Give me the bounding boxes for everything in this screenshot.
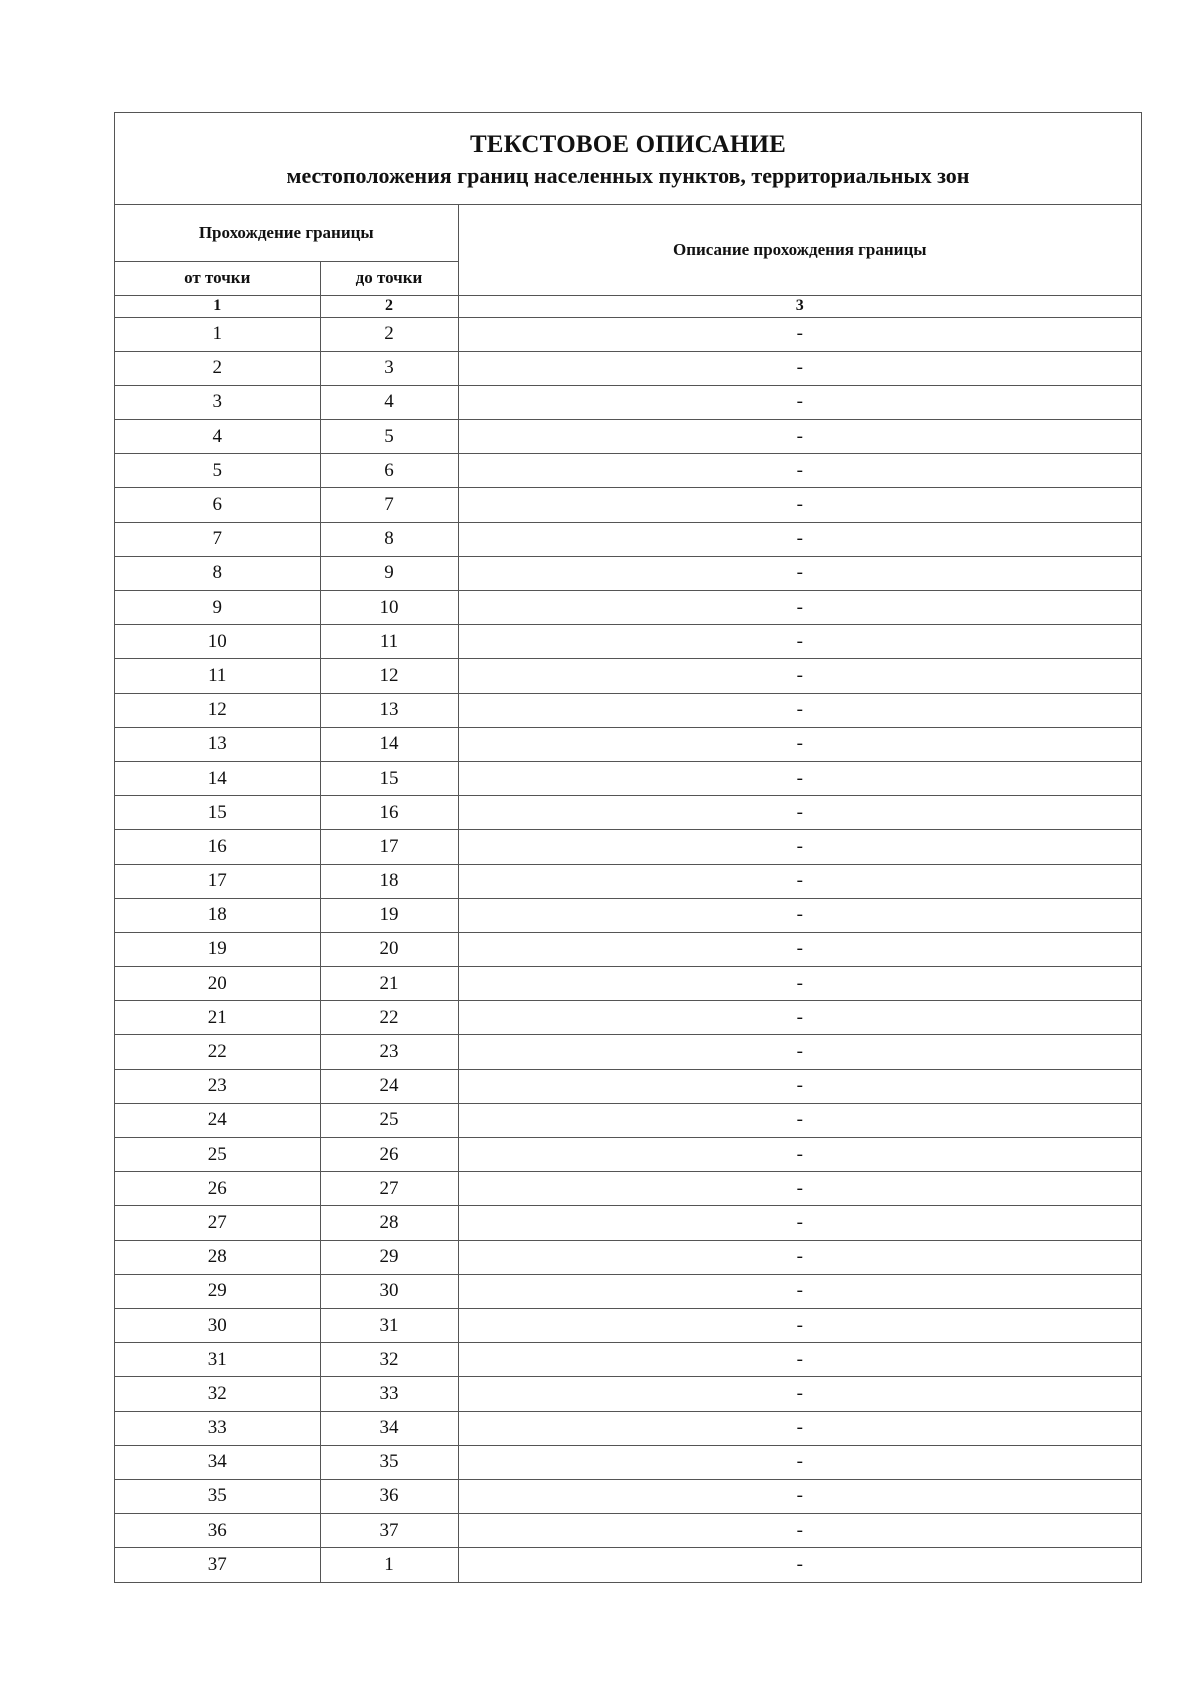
description-cell: - bbox=[458, 1035, 1141, 1069]
table-row bbox=[115, 1035, 1141, 1069]
boundary-description-sheet bbox=[114, 112, 1142, 1583]
to-point-cell: 2 bbox=[320, 317, 458, 351]
from-point-cell: 3 bbox=[115, 385, 320, 419]
from-point-cell: 15 bbox=[115, 796, 320, 830]
description-cell: - bbox=[458, 1377, 1141, 1411]
from-point-cell: 13 bbox=[115, 727, 320, 761]
boundary-table bbox=[115, 205, 1141, 1582]
to-point-cell: 22 bbox=[320, 1001, 458, 1035]
to-point-cell: 33 bbox=[320, 1377, 458, 1411]
from-point-cell: 34 bbox=[115, 1445, 320, 1479]
description-cell: - bbox=[458, 1445, 1141, 1479]
to-point-cell: 8 bbox=[320, 522, 458, 556]
from-point-cell: 24 bbox=[115, 1103, 320, 1137]
table-row bbox=[115, 1240, 1141, 1274]
table-row bbox=[115, 1103, 1141, 1137]
description-cell: - bbox=[458, 1103, 1141, 1137]
table-row bbox=[115, 454, 1141, 488]
description-cell: - bbox=[458, 864, 1141, 898]
description-cell: - bbox=[458, 522, 1141, 556]
description-cell: - bbox=[458, 625, 1141, 659]
from-point-cell: 30 bbox=[115, 1308, 320, 1342]
column-number-2: 2 bbox=[320, 295, 458, 317]
to-point-cell: 11 bbox=[320, 625, 458, 659]
from-point-cell: 14 bbox=[115, 761, 320, 795]
to-point-cell: 31 bbox=[320, 1308, 458, 1342]
table-row bbox=[115, 625, 1141, 659]
column-number-3: 3 bbox=[458, 295, 1141, 317]
table-row bbox=[115, 488, 1141, 522]
to-point-cell: 6 bbox=[320, 454, 458, 488]
table-row bbox=[115, 1411, 1141, 1445]
from-point-cell: 17 bbox=[115, 864, 320, 898]
table-row bbox=[115, 1069, 1141, 1103]
from-point-cell: 18 bbox=[115, 898, 320, 932]
from-point-cell: 27 bbox=[115, 1206, 320, 1240]
description-cell: - bbox=[458, 1411, 1141, 1445]
from-point-cell: 1 bbox=[115, 317, 320, 351]
table-row bbox=[115, 659, 1141, 693]
table-row bbox=[115, 1343, 1141, 1377]
from-point-cell: 26 bbox=[115, 1172, 320, 1206]
description-cell: - bbox=[458, 351, 1141, 385]
table-row bbox=[115, 1479, 1141, 1513]
to-point-cell: 34 bbox=[320, 1411, 458, 1445]
header-description: Описание прохождения границы bbox=[458, 205, 1141, 295]
table-row bbox=[115, 1172, 1141, 1206]
to-point-cell: 24 bbox=[320, 1069, 458, 1103]
description-cell: - bbox=[458, 1308, 1141, 1342]
to-point-cell: 23 bbox=[320, 1035, 458, 1069]
from-point-cell: 2 bbox=[115, 351, 320, 385]
header-from-point: от точки bbox=[115, 261, 320, 295]
table-row bbox=[115, 1206, 1141, 1240]
to-point-cell: 9 bbox=[320, 556, 458, 590]
from-point-cell: 25 bbox=[115, 1138, 320, 1172]
table-row bbox=[115, 1138, 1141, 1172]
to-point-cell: 30 bbox=[320, 1274, 458, 1308]
description-cell: - bbox=[458, 454, 1141, 488]
description-cell: - bbox=[458, 1548, 1141, 1582]
table-row bbox=[115, 1445, 1141, 1479]
description-cell: - bbox=[458, 932, 1141, 966]
description-cell: - bbox=[458, 1514, 1141, 1548]
description-cell: - bbox=[458, 1206, 1141, 1240]
to-point-cell: 5 bbox=[320, 420, 458, 454]
description-cell: - bbox=[458, 385, 1141, 419]
table-row bbox=[115, 830, 1141, 864]
to-point-cell: 16 bbox=[320, 796, 458, 830]
from-point-cell: 19 bbox=[115, 932, 320, 966]
from-point-cell: 29 bbox=[115, 1274, 320, 1308]
column-number-1: 1 bbox=[115, 295, 320, 317]
from-point-cell: 31 bbox=[115, 1343, 320, 1377]
table-row bbox=[115, 898, 1141, 932]
description-cell: - bbox=[458, 591, 1141, 625]
table-row bbox=[115, 796, 1141, 830]
to-point-cell: 12 bbox=[320, 659, 458, 693]
header-boundary-passage: Прохождение границы bbox=[115, 205, 458, 261]
from-point-cell: 8 bbox=[115, 556, 320, 590]
to-point-cell: 17 bbox=[320, 830, 458, 864]
to-point-cell: 15 bbox=[320, 761, 458, 795]
description-cell: - bbox=[458, 1274, 1141, 1308]
table-row bbox=[115, 967, 1141, 1001]
table-row bbox=[115, 420, 1141, 454]
from-point-cell: 36 bbox=[115, 1514, 320, 1548]
from-point-cell: 9 bbox=[115, 591, 320, 625]
from-point-cell: 11 bbox=[115, 659, 320, 693]
table-row bbox=[115, 932, 1141, 966]
description-cell: - bbox=[458, 1069, 1141, 1103]
description-cell: - bbox=[458, 830, 1141, 864]
table-row bbox=[115, 1548, 1141, 1582]
description-cell: - bbox=[458, 556, 1141, 590]
description-cell: - bbox=[458, 1479, 1141, 1513]
to-point-cell: 29 bbox=[320, 1240, 458, 1274]
description-cell: - bbox=[458, 420, 1141, 454]
from-point-cell: 23 bbox=[115, 1069, 320, 1103]
from-point-cell: 33 bbox=[115, 1411, 320, 1445]
to-point-cell: 25 bbox=[320, 1103, 458, 1137]
document-subtitle: местоположения границ населенных пунктов, территориальных зон bbox=[286, 163, 970, 188]
table-row bbox=[115, 1377, 1141, 1411]
to-point-cell: 7 bbox=[320, 488, 458, 522]
to-point-cell: 19 bbox=[320, 898, 458, 932]
to-point-cell: 26 bbox=[320, 1138, 458, 1172]
to-point-cell: 20 bbox=[320, 932, 458, 966]
from-point-cell: 5 bbox=[115, 454, 320, 488]
to-point-cell: 35 bbox=[320, 1445, 458, 1479]
to-point-cell: 4 bbox=[320, 385, 458, 419]
from-point-cell: 7 bbox=[115, 522, 320, 556]
from-point-cell: 4 bbox=[115, 420, 320, 454]
from-point-cell: 21 bbox=[115, 1001, 320, 1035]
from-point-cell: 28 bbox=[115, 1240, 320, 1274]
table-row bbox=[115, 556, 1141, 590]
to-point-cell: 18 bbox=[320, 864, 458, 898]
table-row bbox=[115, 864, 1141, 898]
table-row bbox=[115, 761, 1141, 795]
from-point-cell: 22 bbox=[115, 1035, 320, 1069]
to-point-cell: 10 bbox=[320, 591, 458, 625]
description-cell: - bbox=[458, 1240, 1141, 1274]
document-title: ТЕКСТОВОЕ ОПИСАНИЕ bbox=[469, 131, 787, 158]
to-point-cell: 3 bbox=[320, 351, 458, 385]
table-row bbox=[115, 727, 1141, 761]
from-point-cell: 35 bbox=[115, 1479, 320, 1513]
description-cell: - bbox=[458, 898, 1141, 932]
to-point-cell: 32 bbox=[320, 1343, 458, 1377]
description-cell: - bbox=[458, 1138, 1141, 1172]
description-cell: - bbox=[458, 796, 1141, 830]
to-point-cell: 27 bbox=[320, 1172, 458, 1206]
description-cell: - bbox=[458, 727, 1141, 761]
table-row bbox=[115, 1001, 1141, 1035]
to-point-cell: 14 bbox=[320, 727, 458, 761]
to-point-cell: 21 bbox=[320, 967, 458, 1001]
to-point-cell: 36 bbox=[320, 1479, 458, 1513]
from-point-cell: 16 bbox=[115, 830, 320, 864]
from-point-cell: 12 bbox=[115, 693, 320, 727]
table-row bbox=[115, 1514, 1141, 1548]
description-cell: - bbox=[458, 1343, 1141, 1377]
description-cell: - bbox=[458, 693, 1141, 727]
table-row bbox=[115, 591, 1141, 625]
description-cell: - bbox=[458, 488, 1141, 522]
from-point-cell: 20 bbox=[115, 967, 320, 1001]
to-point-cell: 1 bbox=[320, 1548, 458, 1582]
table-row bbox=[115, 351, 1141, 385]
to-point-cell: 28 bbox=[320, 1206, 458, 1240]
to-point-cell: 13 bbox=[320, 693, 458, 727]
title-block bbox=[115, 113, 1141, 205]
table-body bbox=[115, 317, 1141, 1582]
from-point-cell: 37 bbox=[115, 1548, 320, 1582]
table-row bbox=[115, 693, 1141, 727]
from-point-cell: 10 bbox=[115, 625, 320, 659]
description-cell: - bbox=[458, 761, 1141, 795]
table-row bbox=[115, 385, 1141, 419]
description-cell: - bbox=[458, 1001, 1141, 1035]
description-cell: - bbox=[458, 317, 1141, 351]
table-row bbox=[115, 317, 1141, 351]
table-row bbox=[115, 522, 1141, 556]
from-point-cell: 32 bbox=[115, 1377, 320, 1411]
table-header bbox=[115, 205, 1141, 317]
table-row bbox=[115, 1308, 1141, 1342]
description-cell: - bbox=[458, 967, 1141, 1001]
table-row bbox=[115, 1274, 1141, 1308]
description-cell: - bbox=[458, 659, 1141, 693]
header-to-point: до точки bbox=[320, 261, 458, 295]
from-point-cell: 6 bbox=[115, 488, 320, 522]
description-cell: - bbox=[458, 1172, 1141, 1206]
to-point-cell: 37 bbox=[320, 1514, 458, 1548]
